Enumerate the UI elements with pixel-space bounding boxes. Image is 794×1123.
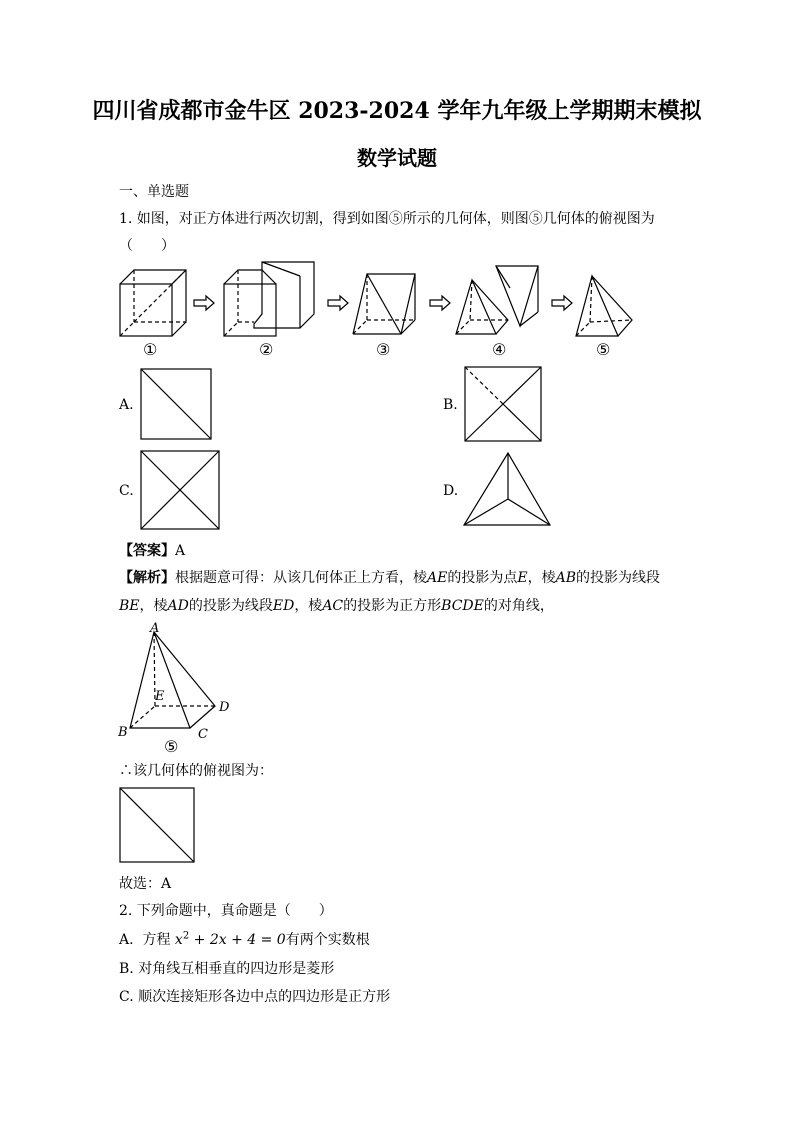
cube-figure-1 [120,270,186,336]
option-b-figure [465,367,541,441]
option-a-figure [141,369,211,439]
option-a-label: A. [119,397,134,413]
vertex-label-c: C [198,727,208,742]
answer-value: A [175,543,186,559]
math-exponent: 2 [182,930,190,942]
q2-option-b: B. 对角线互相垂直的四边形是菱形 [119,961,335,977]
analysis-text: 的对角线， [483,598,554,614]
math-var: AE [427,570,448,586]
page-subtitle: 数学试题 [357,146,437,170]
pyramid-figure-5 [576,276,632,336]
pyramid-number: ⑤ [164,737,179,756]
final-answer: 故选：A [119,876,172,892]
split-figure-4 [456,266,538,334]
q2-option-a [119,929,370,949]
math-var: BE [119,598,140,614]
page-title: 四川省成都市金牛区 2023-2024 学年九年级上学期期末模拟 [92,98,702,124]
vertex-label-e: E [155,689,165,704]
analysis-text: 的投影为线段 [575,570,660,586]
q1-stem-line2: （ ） [119,238,175,254]
vertex-label-b: B [118,725,128,740]
vertex-label-d: D [219,700,230,715]
option-label: A. [119,932,134,948]
math-var: AD [167,598,189,614]
option-text: 方程 [142,932,171,948]
figure-label-3: ③ [376,340,391,359]
math-var: ED [272,598,295,614]
math-var: AB [555,570,576,586]
conclusion-text: ∴该几何体的俯视图为： [119,763,273,779]
analysis-line1 [119,567,660,587]
answer-label: 【答案】 [119,543,175,559]
vertex-label-a: A [150,621,160,636]
figure-label-5: ⑤ [596,340,611,359]
q2-option-c: C. 顺次连接矩形各边中点的四边形是正方形 [119,989,391,1005]
math-var: x [174,932,183,948]
arrow-icon [552,296,572,310]
math-var: E [517,570,528,586]
analysis-text: 的投影为点 [447,570,518,586]
q1-figure-sequence [0,258,794,358]
math-var: BCDE [441,598,484,614]
top-view-answer-figure [120,788,194,862]
analysis-text: ，棱 [527,570,556,586]
section-heading: 一、单选题 [119,184,189,200]
analysis-text: 的投影为线段 [188,598,273,614]
q2-stem: 2. 下列命题中，真命题是（ ） [119,903,333,919]
analysis-text: ，棱 [294,598,323,614]
math-expression: + 2x + 4 = 0 [189,932,286,948]
analysis-text: 的投影为正方形 [343,598,442,614]
analysis-text: 根据题意可得：从该几何体正上方看，棱 [175,570,427,586]
option-text: 有两个实数根 [285,932,370,948]
arrow-icon [328,296,348,310]
arrow-icon [194,296,214,310]
cube-figure-2 [224,262,314,336]
option-d-label: D. [443,483,459,499]
option-c-figure [141,451,219,529]
option-c-label: C. [119,483,134,499]
option-d-figure [464,453,552,527]
figure-label-4: ④ [492,340,507,359]
analysis-line2 [119,595,554,615]
analysis-label: 【解析】 [119,570,175,586]
math-var: AC [322,598,344,614]
analysis-text: ，棱 [139,598,168,614]
q1-stem-line1: 1. 如图，对正方体进行两次切割，得到如图⑤所示的几何体，则图⑤几何体的俯视图为 [119,211,655,227]
option-b-label: B. [443,397,458,413]
pyramid-diagram [118,620,238,760]
cube-figure-3 [353,274,415,334]
arrow-icon [430,296,450,310]
answer-line [119,540,185,560]
figure-label-2: ② [259,340,274,359]
figure-label-1: ① [143,340,158,359]
